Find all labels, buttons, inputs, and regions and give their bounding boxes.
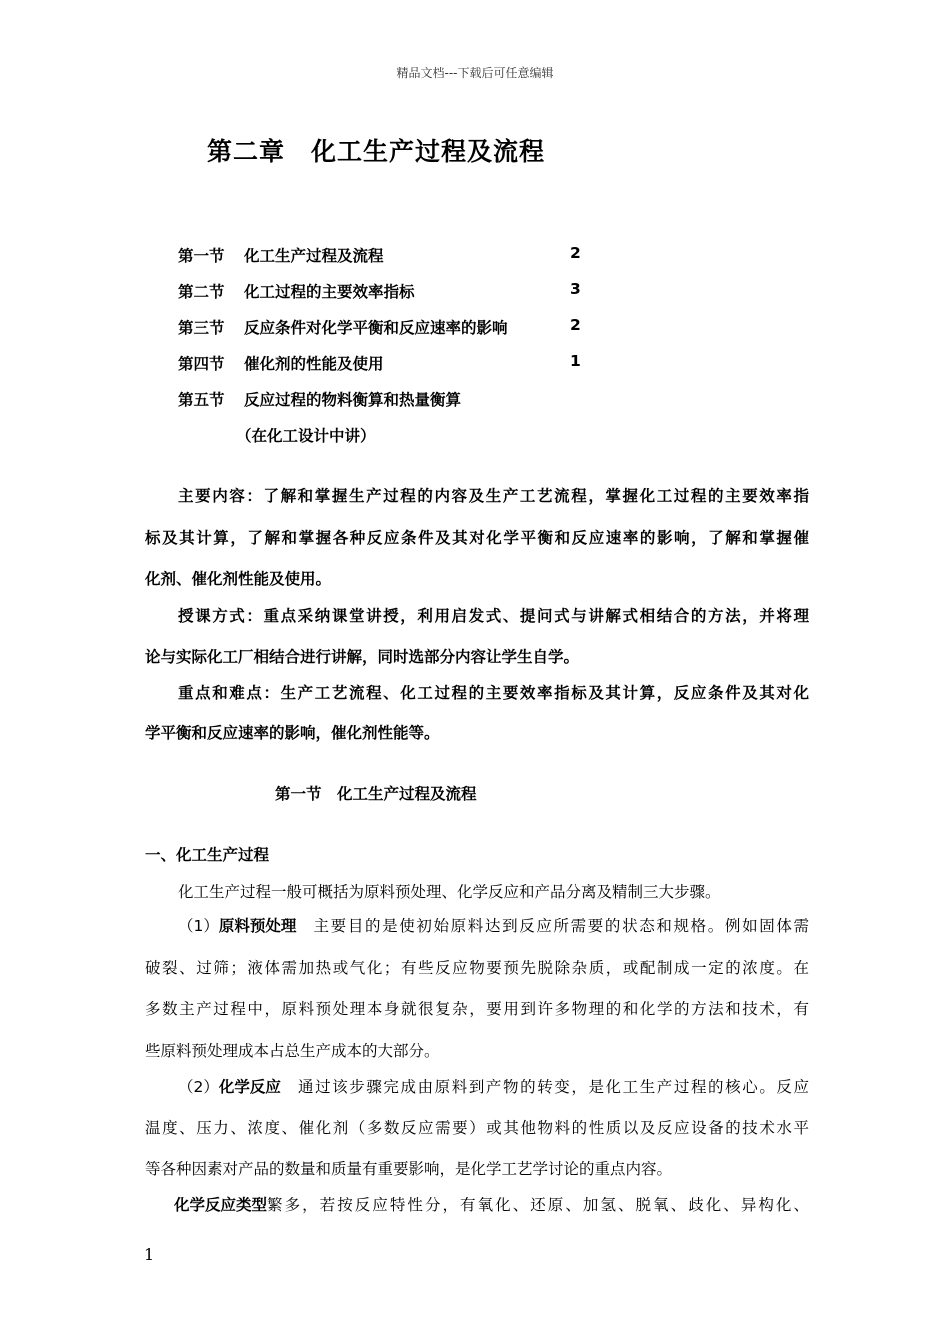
toc-section-label: 第四节 — [178, 355, 225, 373]
main-content-line: 主要内容：了解和掌握生产过程的内容及生产工艺流程，掌握化工过程的主要效率指 — [178, 487, 809, 505]
toc-section-label: 第二节 — [178, 283, 225, 301]
item-label: 原料预处理 — [218, 917, 297, 935]
paragraph-line: 些原料预处理成本占总生产成本的大部分。 — [145, 1042, 440, 1060]
chapter-title: 第二章 化工生产过程及流程 — [207, 137, 546, 166]
toc-entry-title: 化工过程的主要效率指标 — [244, 283, 415, 301]
paragraph-line: 多数主产过程中，原料预处理本身就很复杂，要用到许多物理的和化学的方法和技术，有 — [145, 1000, 809, 1018]
subsection-heading: 一、化工生产过程 — [145, 846, 270, 864]
toc-section-label: 第五节 — [178, 391, 225, 409]
paragraph-line: 等各种因素对产品的数量和质量有重要影响，是化学工艺学讨论的重点内容。 — [145, 1160, 673, 1178]
toc-section-label: 第一节 — [178, 247, 225, 265]
toc-entry-title: 催化剂的性能及使用 — [244, 355, 384, 373]
key-points-line: 学平衡和反应速率的影响，催化剂性能等。 — [145, 724, 440, 742]
main-content-line: 化剂、催化剂性能及使用。 — [145, 570, 332, 588]
toc-entry-title: 化工生产过程及流程 — [244, 247, 384, 265]
paragraph-line: 温度、压力、浓度、催化剂（多数反应需要）或其他物料的性质以及反应设备的技术水平 — [145, 1119, 809, 1137]
toc-page-number: 2 — [570, 316, 581, 334]
teaching-method-line: 授课方式：重点采纳课堂讲授，利用启发式、提问式与讲解式相结合的方法，并将理 — [178, 607, 809, 625]
page-number: 1 — [144, 1245, 155, 1264]
toc-page-number: 1 — [570, 352, 581, 370]
item-label: 化学反应 — [218, 1078, 281, 1096]
toc-entry-title: 反应过程的物料衡算和热量衡算 — [244, 391, 462, 409]
teaching-method-line: 论与实际化工厂相结合进行讲解，同时选部分内容让学生自学。 — [145, 648, 580, 666]
key-points-line: 重点和难点：生产工艺流程、化工过程的主要效率指标及其计算，反应条件及其对化 — [178, 684, 809, 702]
section-heading: 第一节 化工生产过程及流程 — [275, 785, 477, 803]
item-text: 通过该步骤完成由原料到产物的转变，是化工生产过程的核心。反应 — [280, 1078, 809, 1096]
toc-note: （在化工设计中讲） — [236, 427, 376, 445]
page-header: 精品文档---下载后可任意编辑 — [396, 66, 554, 80]
item-text: 主要目的是使初始原料达到反应所需要的状态和规格。例如固体需 — [296, 917, 809, 935]
item-text: 繁多，若按反应特性分，有氧化、还原、加氢、脱氧、歧化、异构化、 — [267, 1196, 809, 1214]
inline-bold-term: 化学反应类型 — [174, 1196, 268, 1214]
item-number: （1） — [178, 917, 219, 935]
paragraph-line: 破裂、过筛；液体需加热或气化；有些反应物要预先脱除杂质，或配制成一定的浓度。在 — [145, 959, 809, 977]
paragraph-line: 化工生产过程一般可概括为原料预处理、化学反应和产品分离及精制三大步骤。 — [178, 883, 721, 901]
paragraph-line — [178, 1075, 809, 1097]
toc-entry-title: 反应条件对化学平衡和反应速率的影响 — [244, 319, 508, 337]
paragraph-line — [174, 1193, 809, 1215]
toc-section-label: 第三节 — [178, 319, 225, 337]
paragraph-line — [178, 914, 809, 936]
item-number: （2） — [178, 1078, 219, 1096]
toc-page-number: 2 — [570, 244, 581, 262]
toc-page-number: 3 — [570, 280, 581, 298]
main-content-line: 标及其计算，了解和掌握各种反应条件及其对化学平衡和反应速率的影响，了解和掌握催 — [145, 529, 809, 547]
